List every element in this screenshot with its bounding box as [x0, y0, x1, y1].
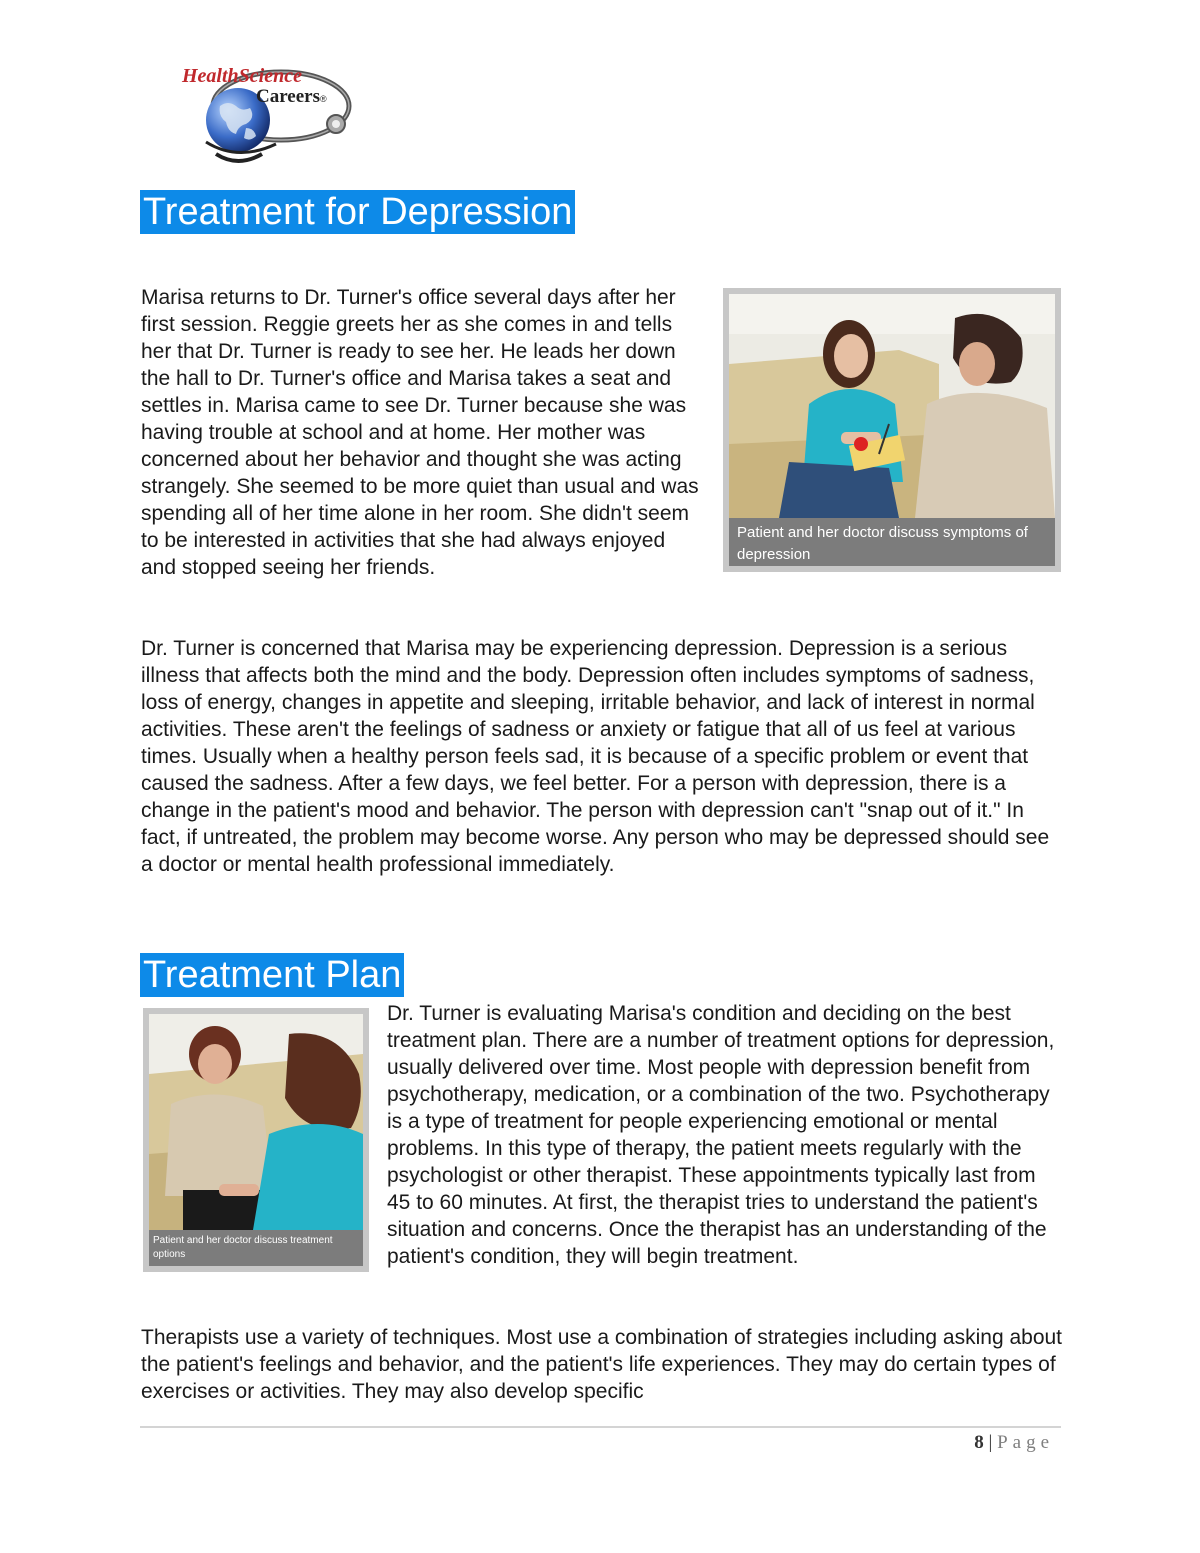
intro-paragraph: Marisa returns to Dr. Turner's office several days after her first session. Reggie greets her as she comes in and tells her that Dr. Turner is ready to see her. He leads her down the hall to Dr. Turner's office and Marisa takes a seat and settles in. Marisa came to see Dr. Turner because she was having trouble at school and at home. Her mother was concerned about her behavior and thought she was acting strangely. She seemed to be more quiet than usual and was spending all of her time alone in her room. She didn't seem to be interested in activities that she had always enjoyed and stopped seeing her friends.	[141, 286, 699, 579]
photo-figure-symptoms	[723, 288, 1061, 572]
footer-separator: |	[988, 1432, 993, 1453]
page-number: 8	[974, 1432, 984, 1453]
footer-divider	[140, 1426, 1061, 1428]
page-label: Page	[997, 1432, 1054, 1453]
registered-mark: ®	[320, 94, 327, 104]
section-heading-treatment-plan: Treatment Plan	[140, 953, 404, 997]
health-science-careers-logo	[176, 58, 356, 170]
page-footer	[974, 1432, 1054, 1454]
photo-caption-treatment: Patient and her doctor discuss treatment options	[149, 1230, 363, 1266]
logo-line1: HealthScience	[182, 65, 302, 87]
techniques-paragraph: Therapists use a variety of techniques. Most use a combination of strategies including asking about the patient's feelings and behavior, and the patient's life experiences. They may do certain types of exercises or activities. They may also develop specific	[141, 1326, 1063, 1403]
treatment-plan-paragraph: Dr. Turner is evaluating Marisa's condition and deciding on the best treatment plan. There are a number of treatment options for depression, usually delivered over time. Most people with depression benefit from psychotherapy, medication, or a combination of the two. Psychotherapy is a type of treatment for people experiencing emotional or mental problems. In this type of therapy, the patient meets regularly with the psychologist or other therapist. These appointments typically last from 45 to 60 minutes. At first, the therapist tries to understand the patient's situation and concerns. Once the therapist has an understanding of the patient's condition, they will begin treatment.	[387, 1002, 1055, 1268]
photo-patient-doctor-treatment	[149, 1014, 363, 1230]
photo-caption-symptoms: Patient and her doctor discuss symptoms of depression	[729, 518, 1055, 566]
photo-figure-treatment	[143, 1008, 369, 1272]
section-heading-treatment-for-depression: Treatment for Depression	[140, 190, 575, 234]
intro-block	[141, 284, 1061, 581]
depression-paragraph: Dr. Turner is concerned that Marisa may be experiencing depression. Depression is a serious illness that affects both the mind and the body. Depression often includes symptoms of sadness, loss of energy, changes in appetite and sleeping, irritable behavior, and lack of interest in normal activities. These aren't the feelings of sadness or anxiety or fatigue that all of us feel at various times. Usually when a healthy person feels sad, it is because of a specific problem or event that caused the sadness. After a few days, we feel better. For a person with depression, there is a change in the patient's mood and behavior. The person with depression can't "snap out of it." In fact, if untreated, the problem may become worse. Any person who may be depressed should see a doctor or mental health professional immediately.	[141, 637, 1050, 876]
photo-patient-doctor-symptoms	[729, 294, 1055, 518]
logo-line2: Careers	[256, 86, 321, 107]
treatment-plan-block	[141, 1000, 1063, 1278]
